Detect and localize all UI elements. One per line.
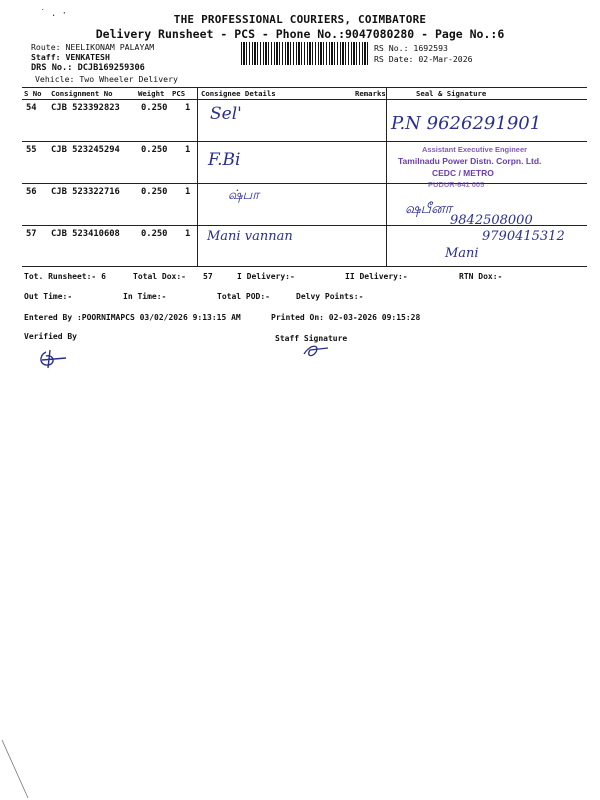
col-header-remarks: Remarks [355,89,386,98]
col-header-consignment: Consignment No [51,89,113,98]
official-stamp [398,145,566,195]
staff-signature-label: Staff Signature [275,334,348,343]
signature-handwriting: ஷபீனா [405,201,452,217]
row-weight: 0.250 [141,145,168,155]
staff-signature [300,342,334,360]
phone-handwriting: 9842508000 [450,213,533,228]
verifier-signature [36,348,76,370]
rs-number: RS No.: 1692593 [374,43,448,53]
i-delivery: I Delivery:- [237,272,295,281]
rtn-dox: RTN Dox:- [459,272,503,281]
barcode [241,42,369,65]
stamp-line: Assistant Executive Engineer [422,145,528,154]
column-divider [197,87,198,266]
row-consignee-handwriting: Mani vannan [207,229,293,244]
table-top-rule [22,87,587,88]
column-divider [386,87,387,266]
table-bottom-rule [22,266,587,267]
signature-handwriting: Mani [445,246,479,261]
entered-by: Entered By :POORNIMAPCS 03/02/2026 9:13:15 AM [24,313,241,322]
row-consignment-no: CJB 523245294 [51,145,120,155]
row-consignment-no: CJB 523322716 [51,187,120,197]
row-sno: 54 [26,103,37,113]
row-divider [22,141,587,142]
ii-delivery: II Delivery:- [345,272,408,281]
col-header-pcs: PCS [172,89,186,98]
stamp-line: PUDUR-641 005 [428,180,485,189]
rs-date: RS Date: 02-Mar-2026 [374,54,473,64]
total-dox-value: 57 [203,272,213,281]
col-header-weight: Weight [138,89,165,98]
row-consignee-handwriting: ஷ்பா [228,188,260,203]
delivery-points: Delvy Points:- [296,292,364,301]
row-consignee-handwriting: F.Bi [208,150,241,170]
drs-text: DRS No.: DCJB169259306 [31,63,145,73]
total-dox-label: Total Dox:- [133,272,186,281]
row-sno: 57 [26,229,37,239]
row-pcs: 1 [185,145,191,155]
row-weight: 0.250 [141,229,168,239]
stamp-line: Tamilnadu Power Distn. Corpn. Ltd. [398,156,542,166]
total-pod: Total POD:- [217,292,270,301]
row-consignment-no: CJB 523410608 [51,229,120,239]
scan-fold-line [0,740,30,800]
company-name: THE PROFESSIONAL COURIERS, COIMBATORE [173,13,427,26]
col-header-seal: Seal & Signature [416,89,487,98]
vehicle-text: Vehicle: Two Wheeler Delivery [35,74,178,84]
col-header-sno: S No [24,89,42,98]
row-pcs: 1 [185,103,191,113]
row-consignment-no: CJB 523392823 [51,103,120,113]
stamp-line: CEDC / METRO [432,168,494,178]
signature-handwriting: P.N 9626291901 [391,113,542,134]
route-text: Route: NEELIKONAM PALAYAM [31,42,155,52]
row-weight: 0.250 [141,187,168,197]
col-header-consignee: Consignee Details [201,89,276,98]
row-weight: 0.250 [141,103,168,113]
verified-by-label: Verified By [24,332,77,341]
in-time: In Time:- [123,292,167,301]
out-time: Out Time:- [24,292,73,301]
row-pcs: 1 [185,229,191,239]
row-sno: 55 [26,145,37,155]
row-consignee-handwriting: Sel' [210,104,242,124]
phone-handwriting: 9790415312 [482,229,565,244]
table-header-rule [22,99,587,100]
row-pcs: 1 [185,187,191,197]
total-runsheet: Tot. Runsheet:- 6 [24,272,106,281]
printed-on: Printed On: 02-03-2026 09:15:28 [271,313,421,322]
staff-text: Staff: VENKATESH [31,52,110,62]
runsheet-title: Delivery Runsheet - PCS - Phone No.:9047080280 - Page No.:6 [95,27,505,41]
row-sno: 56 [26,187,37,197]
scan-marks: ˙ . · [40,9,68,19]
